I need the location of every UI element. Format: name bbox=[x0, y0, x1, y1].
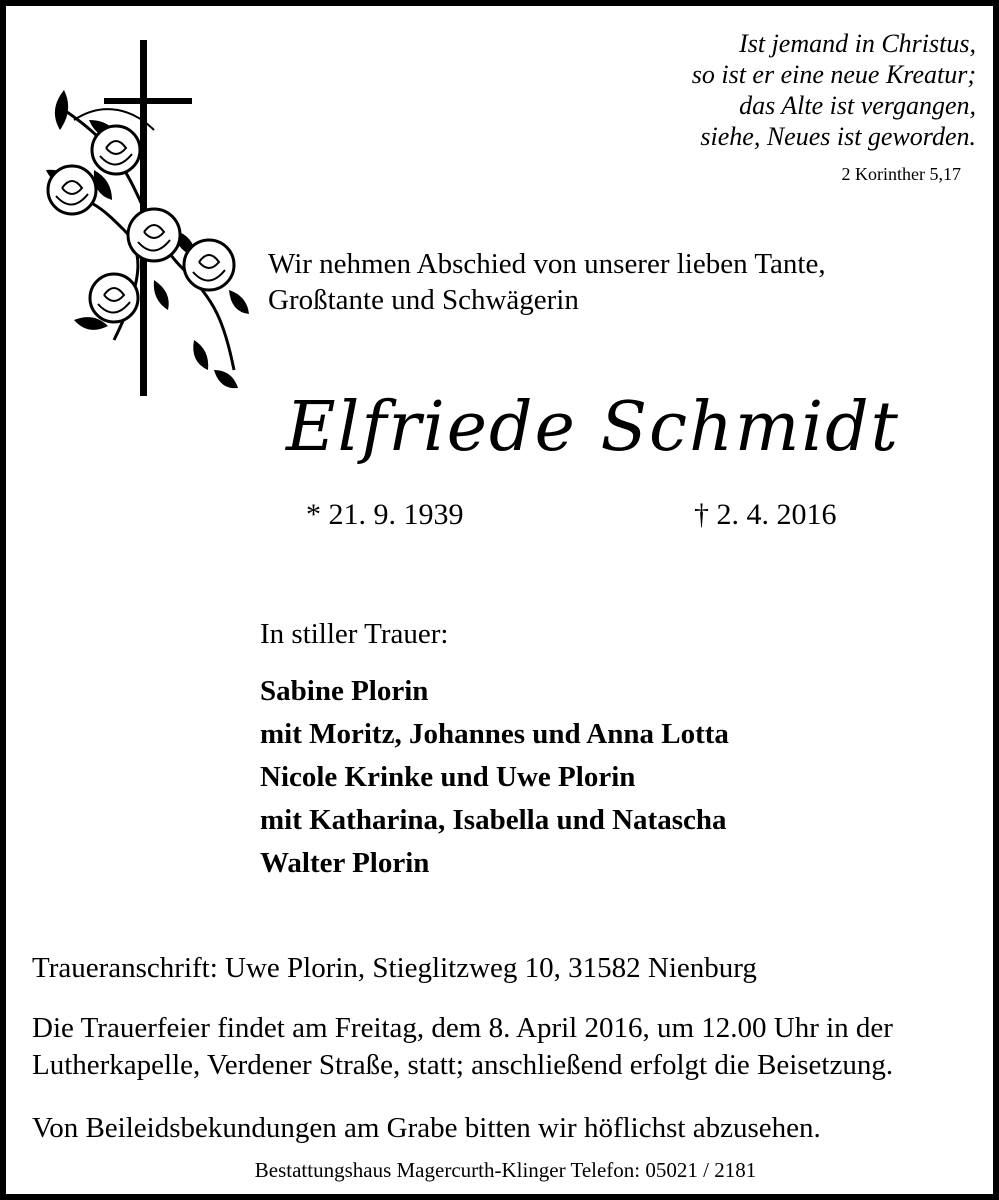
birth-date: * 21. 9. 1939 bbox=[306, 498, 464, 531]
mourner-line: mit Moritz, Johannes und Anna Lotta bbox=[260, 718, 729, 750]
cross-with-roses-icon bbox=[34, 40, 264, 405]
intro-line: Großtante und Schwägerin bbox=[268, 284, 579, 316]
verse-line: Ist jemand in Christus, bbox=[739, 29, 976, 58]
mourner-line: Nicole Krinke und Uwe Plorin bbox=[260, 761, 636, 793]
funeral-service-info bbox=[32, 1010, 982, 1084]
verse-line: das Alte ist vergangen, bbox=[739, 91, 976, 120]
mourner-line: Sabine Plorin bbox=[260, 675, 429, 707]
mourner-line: Walter Plorin bbox=[260, 847, 430, 879]
intro-line: Wir nehmen Abschied von unserer lieben Tante, bbox=[268, 248, 826, 280]
obituary-notice bbox=[6, 6, 993, 1194]
bible-verse bbox=[606, 28, 976, 152]
mourner-line: mit Katharina, Isabella und Natascha bbox=[260, 804, 727, 836]
service-line: Lutherkapelle, Verdener Straße, statt; anschließend erfolgt die Beisetzung. bbox=[32, 1049, 894, 1081]
verse-line: so ist er eine neue Kreatur; bbox=[691, 60, 976, 89]
funeral-home-footer: Bestattungshaus Magercurth-Klinger Telefon: 05021 / 2181 bbox=[254, 1158, 757, 1182]
mourning-label: In stiller Trauer: bbox=[260, 618, 449, 650]
verse-reference: 2 Korinther 5,17 bbox=[841, 164, 961, 184]
service-line: Die Trauerfeier findet am Freitag, dem 8. April 2016, um 12.00 Uhr in der bbox=[32, 1012, 893, 1044]
mourning-address: Traueranschrift: Uwe Plorin, Stieglitzweg 10, 31582 Nienburg bbox=[32, 952, 757, 984]
verse-line: siehe, Neues ist geworden. bbox=[700, 122, 976, 151]
mourners-list bbox=[260, 670, 729, 885]
farewell-intro bbox=[268, 246, 968, 318]
death-date: † 2. 4. 2016 bbox=[694, 498, 837, 531]
condolence-note: Von Beileidsbekundungen am Grabe bitten wir höflichst abzusehen. bbox=[32, 1112, 821, 1144]
deceased-name: Elfriede Schmidt bbox=[286, 388, 900, 467]
